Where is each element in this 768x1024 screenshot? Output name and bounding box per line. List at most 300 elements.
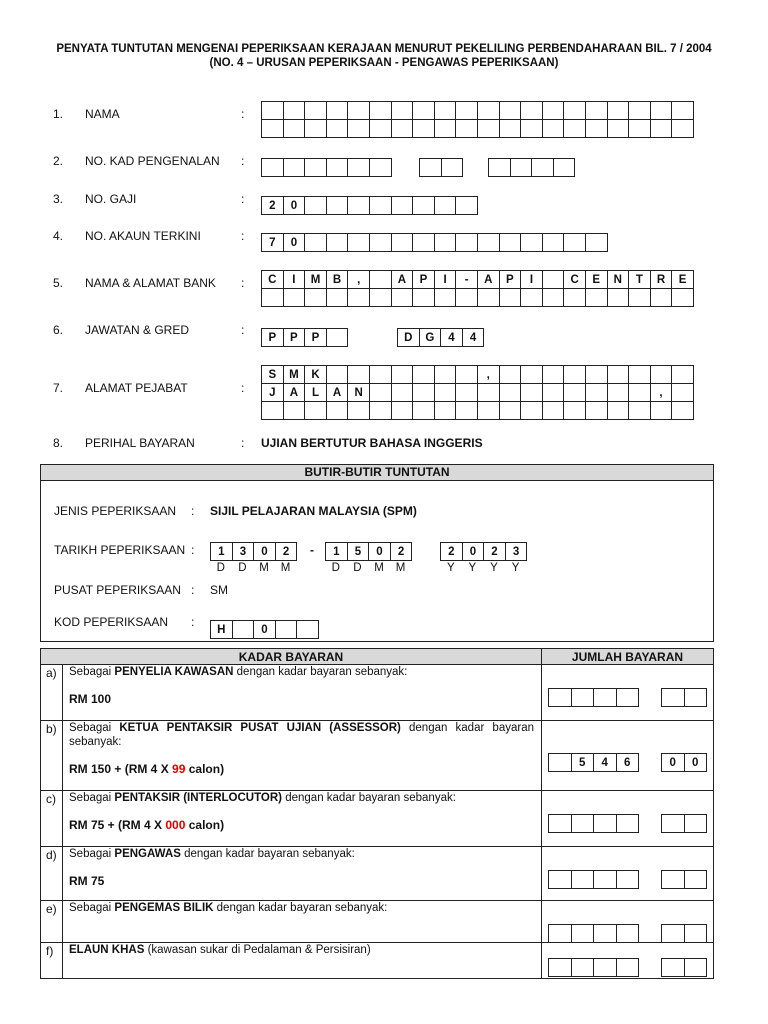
char-box[interactable]: P bbox=[412, 270, 435, 289]
char-box[interactable] bbox=[510, 158, 533, 177]
alamat-boxes[interactable] bbox=[261, 365, 693, 420]
char-box[interactable] bbox=[304, 196, 327, 215]
char-box[interactable]: E bbox=[585, 270, 608, 289]
ic-boxes-part2[interactable] bbox=[419, 158, 462, 177]
char-box[interactable]: 4 bbox=[462, 328, 485, 347]
char-box[interactable] bbox=[419, 158, 442, 177]
char-box[interactable]: N bbox=[347, 383, 370, 402]
char-box[interactable]: 2 bbox=[483, 542, 506, 561]
letter-divider bbox=[62, 942, 63, 978]
char-box[interactable] bbox=[347, 119, 370, 138]
char-box[interactable]: 0 bbox=[283, 233, 306, 252]
char-box[interactable] bbox=[593, 688, 617, 707]
char-box[interactable] bbox=[585, 288, 608, 307]
char-box[interactable] bbox=[571, 870, 595, 889]
char-box[interactable]: E bbox=[671, 270, 694, 289]
char-box[interactable] bbox=[304, 288, 327, 307]
char-box[interactable] bbox=[434, 288, 457, 307]
char-box[interactable]: , bbox=[650, 383, 673, 402]
char-box[interactable] bbox=[347, 196, 370, 215]
char-box[interactable] bbox=[671, 383, 694, 402]
char-box[interactable]: 6 bbox=[616, 753, 640, 772]
char-box[interactable] bbox=[283, 401, 306, 420]
char-box[interactable] bbox=[391, 101, 414, 120]
char-box[interactable]: I bbox=[283, 270, 306, 289]
char-box[interactable] bbox=[434, 383, 457, 402]
char-box[interactable] bbox=[571, 958, 595, 977]
char-box[interactable] bbox=[391, 383, 414, 402]
char-box[interactable] bbox=[499, 365, 522, 384]
char-box[interactable] bbox=[542, 270, 565, 289]
char-box[interactable] bbox=[304, 101, 327, 120]
char-box[interactable] bbox=[369, 119, 392, 138]
char-box[interactable] bbox=[542, 288, 565, 307]
bank-boxes[interactable] bbox=[261, 270, 693, 307]
char-box[interactable]: B bbox=[326, 270, 349, 289]
char-box[interactable] bbox=[563, 383, 586, 402]
letter-divider bbox=[62, 664, 63, 720]
char-box[interactable] bbox=[391, 233, 414, 252]
char-box[interactable] bbox=[585, 365, 608, 384]
char-box[interactable]: M bbox=[304, 270, 327, 289]
amount-ringgit-boxes[interactable] bbox=[548, 958, 638, 977]
char-box[interactable]: 0 bbox=[283, 196, 306, 215]
gred-boxes[interactable] bbox=[397, 328, 483, 347]
char-box[interactable] bbox=[585, 401, 608, 420]
char-box[interactable] bbox=[391, 288, 414, 307]
char-box[interactable]: 2 bbox=[390, 542, 413, 561]
char-box[interactable] bbox=[520, 365, 543, 384]
char-box[interactable] bbox=[628, 401, 651, 420]
char-box[interactable] bbox=[542, 365, 565, 384]
char-box[interactable] bbox=[548, 753, 572, 772]
char-box[interactable]: J bbox=[261, 383, 284, 402]
char-box[interactable] bbox=[369, 383, 392, 402]
char-box[interactable] bbox=[326, 365, 349, 384]
char-box[interactable] bbox=[412, 196, 435, 215]
char-box[interactable] bbox=[548, 958, 572, 977]
char-box[interactable] bbox=[477, 383, 500, 402]
char-box[interactable] bbox=[593, 958, 617, 977]
char-box[interactable] bbox=[412, 383, 435, 402]
char-box[interactable] bbox=[607, 383, 630, 402]
field-label-ic: NO. KAD PENGENALAN bbox=[85, 154, 220, 168]
char-box[interactable] bbox=[585, 383, 608, 402]
char-box[interactable]: P bbox=[304, 328, 327, 347]
jumlah-header: JUMLAH BAYARAN bbox=[571, 650, 684, 664]
char-box[interactable] bbox=[455, 365, 478, 384]
char-box[interactable] bbox=[477, 288, 500, 307]
char-box[interactable] bbox=[671, 119, 694, 138]
char-box[interactable] bbox=[347, 401, 370, 420]
jawatan-boxes[interactable] bbox=[261, 328, 347, 347]
char-box[interactable] bbox=[455, 119, 478, 138]
char-box[interactable] bbox=[571, 814, 595, 833]
char-box[interactable] bbox=[391, 401, 414, 420]
char-box[interactable] bbox=[542, 401, 565, 420]
char-box[interactable] bbox=[607, 101, 630, 120]
char-box[interactable]: 2 bbox=[275, 542, 298, 561]
char-box[interactable] bbox=[369, 158, 392, 177]
char-box[interactable] bbox=[283, 288, 306, 307]
colon: : bbox=[191, 543, 195, 557]
char-box[interactable] bbox=[477, 233, 500, 252]
jenis-label: JENIS PEPERIKSAAN bbox=[54, 504, 177, 518]
char-box[interactable] bbox=[261, 401, 284, 420]
date-hint-letter: D bbox=[216, 562, 225, 574]
char-box[interactable] bbox=[607, 119, 630, 138]
char-box[interactable]: T bbox=[628, 270, 651, 289]
char-box[interactable] bbox=[455, 101, 478, 120]
char-box[interactable] bbox=[326, 158, 349, 177]
char-box[interactable] bbox=[369, 401, 392, 420]
char-box[interactable]: 0 bbox=[253, 542, 276, 561]
char-box[interactable] bbox=[531, 158, 554, 177]
char-box[interactable]: G bbox=[419, 328, 442, 347]
field-label-gaji: NO. GAJI bbox=[85, 192, 137, 206]
kadar-description: Sebagai PENGAWAS dengan kadar bayaran sebanyak: bbox=[69, 848, 355, 860]
char-box[interactable] bbox=[548, 688, 572, 707]
char-box[interactable] bbox=[232, 620, 255, 639]
char-box[interactable] bbox=[326, 196, 349, 215]
char-box[interactable] bbox=[593, 870, 617, 889]
char-box[interactable] bbox=[499, 288, 522, 307]
char-box[interactable] bbox=[616, 870, 640, 889]
char-box[interactable] bbox=[684, 814, 708, 833]
char-box[interactable]: A bbox=[391, 270, 414, 289]
char-box[interactable] bbox=[391, 196, 414, 215]
char-box[interactable] bbox=[412, 233, 435, 252]
char-box[interactable] bbox=[563, 401, 586, 420]
char-box[interactable] bbox=[261, 119, 284, 138]
char-box[interactable]: , bbox=[347, 270, 370, 289]
char-box[interactable] bbox=[434, 365, 457, 384]
date-hint-letter: M bbox=[259, 562, 269, 574]
char-box[interactable] bbox=[477, 101, 500, 120]
char-box[interactable] bbox=[283, 119, 306, 138]
char-box[interactable] bbox=[628, 101, 651, 120]
char-box[interactable] bbox=[488, 158, 511, 177]
char-box[interactable]: 0 bbox=[661, 753, 685, 772]
year-boxes[interactable] bbox=[440, 542, 526, 561]
char-box[interactable] bbox=[650, 401, 673, 420]
char-box[interactable]: 1 bbox=[325, 542, 348, 561]
letter-divider bbox=[62, 900, 63, 942]
char-box[interactable] bbox=[628, 288, 651, 307]
char-box[interactable] bbox=[684, 688, 708, 707]
field-no: 1. bbox=[53, 107, 64, 121]
amount-sen-boxes[interactable] bbox=[661, 814, 706, 833]
char-box[interactable]: 0 bbox=[253, 620, 276, 639]
char-box[interactable]: H bbox=[210, 620, 233, 639]
char-box[interactable] bbox=[650, 288, 673, 307]
char-box[interactable] bbox=[434, 101, 457, 120]
char-box[interactable]: P bbox=[261, 328, 284, 347]
char-box[interactable] bbox=[391, 365, 414, 384]
date-hint-letter: Y bbox=[446, 562, 455, 574]
ic-boxes-part1[interactable] bbox=[261, 158, 391, 177]
char-box[interactable]: 3 bbox=[505, 542, 528, 561]
date-dash: - bbox=[310, 543, 314, 557]
char-box[interactable] bbox=[499, 401, 522, 420]
char-box[interactable] bbox=[434, 119, 457, 138]
char-box[interactable] bbox=[369, 365, 392, 384]
kadar-description: Sebagai PENGEMAS BILIK dengan kadar bayaran sebanyak: bbox=[69, 902, 388, 914]
date-hint-letter: Y bbox=[490, 562, 498, 574]
char-box[interactable] bbox=[585, 101, 608, 120]
char-box[interactable] bbox=[553, 158, 576, 177]
kadar-header: KADAR BAYARAN bbox=[238, 650, 344, 664]
char-box[interactable] bbox=[455, 288, 478, 307]
date-to-boxes[interactable] bbox=[325, 542, 411, 561]
char-box[interactable] bbox=[283, 101, 306, 120]
char-box[interactable] bbox=[477, 401, 500, 420]
date-hint-letter: Y bbox=[468, 562, 477, 574]
gaji-boxes[interactable] bbox=[261, 196, 477, 215]
char-box[interactable] bbox=[542, 101, 565, 120]
char-box[interactable]: I bbox=[434, 270, 457, 289]
char-box[interactable] bbox=[571, 688, 595, 707]
row-letter: d) bbox=[46, 848, 57, 862]
candidate-count: 000 bbox=[165, 818, 186, 832]
amount-ringgit-boxes[interactable] bbox=[548, 753, 638, 772]
char-box[interactable]: , bbox=[477, 365, 500, 384]
char-box[interactable] bbox=[661, 958, 685, 977]
perihal-value: UJIAN BERTUTUR BAHASA INGGERIS bbox=[261, 436, 483, 450]
char-box[interactable] bbox=[434, 196, 457, 215]
char-box[interactable]: C bbox=[563, 270, 586, 289]
char-box[interactable] bbox=[369, 101, 392, 120]
char-box[interactable] bbox=[455, 401, 478, 420]
char-box[interactable] bbox=[520, 119, 543, 138]
char-box[interactable] bbox=[275, 620, 298, 639]
amount-sen-boxes[interactable] bbox=[661, 870, 706, 889]
char-box[interactable] bbox=[671, 101, 694, 120]
char-box[interactable]: L bbox=[304, 383, 327, 402]
char-box[interactable]: C bbox=[261, 270, 284, 289]
char-box[interactable] bbox=[684, 958, 708, 977]
char-box[interactable] bbox=[296, 620, 319, 639]
char-box[interactable] bbox=[593, 924, 617, 943]
char-box[interactable] bbox=[563, 288, 586, 307]
char-box[interactable] bbox=[412, 401, 435, 420]
char-box[interactable] bbox=[650, 119, 673, 138]
char-box[interactable]: N bbox=[607, 270, 630, 289]
char-box[interactable]: 4 bbox=[440, 328, 463, 347]
char-box[interactable]: 0 bbox=[462, 542, 485, 561]
char-box[interactable] bbox=[607, 401, 630, 420]
char-box[interactable] bbox=[607, 365, 630, 384]
char-box[interactable] bbox=[434, 401, 457, 420]
char-box[interactable] bbox=[261, 288, 284, 307]
char-box[interactable]: 5 bbox=[571, 753, 595, 772]
char-box[interactable] bbox=[369, 233, 392, 252]
date-from-boxes[interactable] bbox=[210, 542, 296, 561]
date-hint-letter: D bbox=[331, 562, 340, 574]
char-box[interactable] bbox=[455, 383, 478, 402]
char-box[interactable] bbox=[304, 119, 327, 138]
char-box[interactable] bbox=[369, 270, 392, 289]
char-box[interactable] bbox=[628, 119, 651, 138]
char-box[interactable] bbox=[499, 383, 522, 402]
char-box[interactable]: P bbox=[499, 270, 522, 289]
char-box[interactable] bbox=[661, 870, 685, 889]
char-box[interactable] bbox=[455, 233, 478, 252]
char-box[interactable] bbox=[391, 119, 414, 138]
char-box[interactable] bbox=[499, 101, 522, 120]
nama-boxes[interactable] bbox=[261, 101, 693, 138]
char-box[interactable]: S bbox=[261, 365, 284, 384]
char-box[interactable]: R bbox=[650, 270, 673, 289]
char-box[interactable]: I bbox=[520, 270, 543, 289]
amount-ringgit-boxes[interactable] bbox=[548, 814, 638, 833]
char-box[interactable]: P bbox=[283, 328, 306, 347]
char-box[interactable]: K bbox=[304, 365, 327, 384]
char-box[interactable] bbox=[499, 119, 522, 138]
field-no: 8. bbox=[53, 436, 64, 450]
char-box[interactable] bbox=[628, 383, 651, 402]
char-box[interactable]: A bbox=[477, 270, 500, 289]
char-box[interactable] bbox=[585, 233, 608, 252]
char-box[interactable] bbox=[455, 196, 478, 215]
char-box[interactable] bbox=[548, 870, 572, 889]
char-box[interactable] bbox=[661, 924, 685, 943]
char-box[interactable] bbox=[326, 119, 349, 138]
char-box[interactable] bbox=[347, 101, 370, 120]
char-box[interactable] bbox=[326, 233, 349, 252]
char-box[interactable]: 4 bbox=[593, 753, 617, 772]
letter-divider bbox=[62, 720, 63, 790]
char-box[interactable]: 3 bbox=[232, 542, 255, 561]
char-box[interactable] bbox=[326, 401, 349, 420]
char-box[interactable] bbox=[347, 233, 370, 252]
char-box[interactable] bbox=[499, 233, 522, 252]
row-letter: f) bbox=[46, 944, 54, 958]
amount-sen-boxes[interactable] bbox=[661, 688, 706, 707]
char-box[interactable] bbox=[347, 158, 370, 177]
char-box[interactable] bbox=[607, 288, 630, 307]
akaun-boxes[interactable] bbox=[261, 233, 607, 252]
amount-sen-boxes[interactable] bbox=[661, 924, 706, 943]
char-box[interactable] bbox=[412, 101, 435, 120]
kod-boxes[interactable] bbox=[210, 620, 318, 639]
char-box[interactable]: 2 bbox=[440, 542, 463, 561]
char-box[interactable] bbox=[347, 365, 370, 384]
char-box[interactable] bbox=[369, 196, 392, 215]
amount-ringgit-boxes[interactable] bbox=[548, 924, 638, 943]
row-letter: a) bbox=[46, 666, 57, 680]
char-box[interactable]: - bbox=[455, 270, 478, 289]
char-box[interactable] bbox=[412, 365, 435, 384]
pusat-label: PUSAT PEPERIKSAAN bbox=[54, 583, 181, 597]
char-box[interactable] bbox=[261, 158, 284, 177]
yyyy-hint bbox=[440, 562, 526, 574]
char-box[interactable] bbox=[661, 688, 685, 707]
char-box[interactable] bbox=[571, 924, 595, 943]
char-box[interactable] bbox=[520, 101, 543, 120]
char-box[interactable]: 0 bbox=[368, 542, 391, 561]
char-box[interactable] bbox=[650, 101, 673, 120]
char-box[interactable] bbox=[542, 233, 565, 252]
char-box[interactable] bbox=[628, 365, 651, 384]
char-box[interactable] bbox=[326, 288, 349, 307]
char-box[interactable] bbox=[616, 958, 640, 977]
char-box[interactable] bbox=[616, 688, 640, 707]
form-subtitle: (NO. 4 – URUSAN PEPERIKSAAN - PENGAWAS PEPERIKSAAN) bbox=[209, 57, 559, 69]
char-box[interactable] bbox=[616, 814, 640, 833]
char-box[interactable] bbox=[441, 158, 464, 177]
char-box[interactable] bbox=[548, 814, 572, 833]
butir-header: BUTIR-BUTIR TUNTUTAN bbox=[41, 465, 713, 481]
char-box[interactable] bbox=[684, 924, 708, 943]
char-box[interactable] bbox=[661, 814, 685, 833]
char-box[interactable] bbox=[671, 401, 694, 420]
char-box[interactable] bbox=[650, 365, 673, 384]
date-hint-letter: Y bbox=[511, 562, 520, 574]
amount-ringgit-boxes[interactable] bbox=[548, 688, 638, 707]
char-box[interactable] bbox=[563, 233, 586, 252]
colon: : bbox=[241, 276, 245, 290]
char-box[interactable] bbox=[671, 365, 694, 384]
char-box[interactable] bbox=[326, 101, 349, 120]
char-box[interactable]: 5 bbox=[347, 542, 370, 561]
char-box[interactable]: 7 bbox=[261, 233, 284, 252]
char-box[interactable]: A bbox=[283, 383, 306, 402]
char-box[interactable] bbox=[563, 119, 586, 138]
char-box[interactable] bbox=[520, 233, 543, 252]
colon: : bbox=[241, 323, 245, 337]
ic-boxes-part3[interactable] bbox=[488, 158, 574, 177]
char-box[interactable] bbox=[412, 119, 435, 138]
char-box[interactable] bbox=[412, 288, 435, 307]
char-box[interactable] bbox=[477, 119, 500, 138]
char-box[interactable] bbox=[369, 288, 392, 307]
char-box[interactable] bbox=[616, 924, 640, 943]
char-box[interactable] bbox=[548, 924, 572, 943]
char-box[interactable]: D bbox=[397, 328, 420, 347]
char-box[interactable]: A bbox=[326, 383, 349, 402]
amount-sen-boxes[interactable] bbox=[661, 753, 706, 772]
char-box[interactable] bbox=[520, 288, 543, 307]
char-box[interactable] bbox=[434, 233, 457, 252]
char-box[interactable] bbox=[304, 158, 327, 177]
candidate-count: 99 bbox=[172, 762, 186, 776]
char-box[interactable] bbox=[520, 383, 543, 402]
char-box[interactable] bbox=[283, 158, 306, 177]
char-box[interactable] bbox=[684, 870, 708, 889]
char-box[interactable] bbox=[593, 814, 617, 833]
char-box[interactable]: 2 bbox=[261, 196, 284, 215]
char-box[interactable]: 0 bbox=[684, 753, 708, 772]
char-box[interactable] bbox=[347, 288, 370, 307]
amount-ringgit-boxes[interactable] bbox=[548, 870, 638, 889]
char-box[interactable] bbox=[542, 383, 565, 402]
char-box[interactable] bbox=[304, 401, 327, 420]
char-box[interactable] bbox=[563, 101, 586, 120]
char-box[interactable]: 1 bbox=[210, 542, 233, 561]
char-box[interactable] bbox=[261, 101, 284, 120]
char-box[interactable] bbox=[520, 401, 543, 420]
char-box[interactable]: M bbox=[283, 365, 306, 384]
char-box[interactable] bbox=[326, 328, 349, 347]
char-box[interactable] bbox=[563, 365, 586, 384]
char-box[interactable] bbox=[542, 119, 565, 138]
field-label-jawatan: JAWATAN & GRED bbox=[85, 323, 190, 337]
amount-sen-boxes[interactable] bbox=[661, 958, 706, 977]
char-box[interactable] bbox=[304, 233, 327, 252]
char-box[interactable] bbox=[671, 288, 694, 307]
char-box[interactable] bbox=[585, 119, 608, 138]
